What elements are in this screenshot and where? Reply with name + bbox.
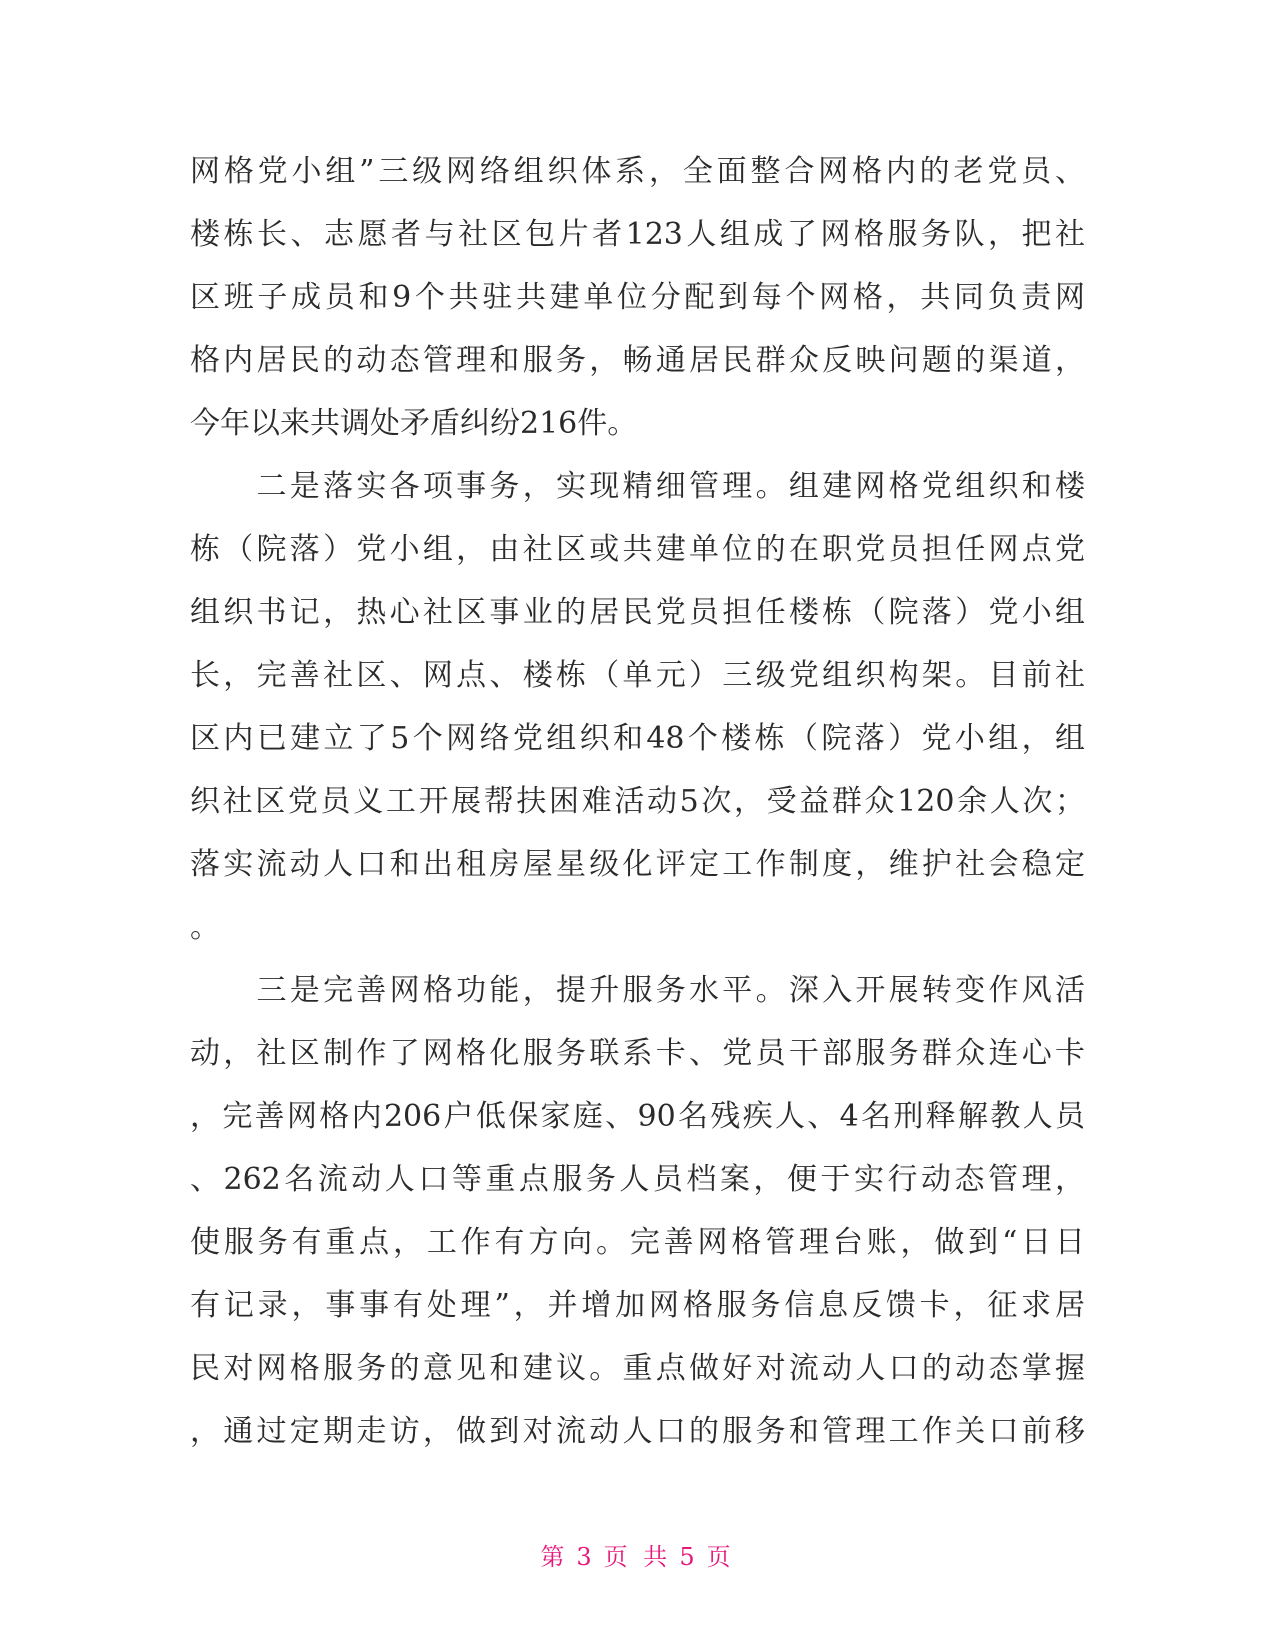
text-line: 、262名流动人口等重点服务人员档案，便于实行动态管理，: [190, 1162, 1085, 1197]
text-line: 组织书记，热心社区事业的居民党员担任楼栋（院落）党小组: [190, 595, 1085, 630]
text-line: 三是完善网格功能，提升服务水平。深入开展转变作风活: [190, 973, 1085, 1008]
text-line: 区班子成员和9个共驻共建单位分配到每个网格，共同负责网: [190, 280, 1085, 315]
text-line: 民对网格服务的意见和建议。重点做好对流动人口的动态掌握: [190, 1351, 1085, 1386]
text-line: ，完善网格内206户低保家庭、90名残疾人、4名刑释解教人员: [190, 1099, 1085, 1134]
text-line: 织社区党员义工开展帮扶困难活动5次，受益群众120余人次；: [190, 784, 1085, 819]
text-line: 今年以来共调处矛盾纠纷216件。: [190, 406, 638, 441]
page-footer: [0, 1537, 1275, 1572]
paragraph-1: [190, 140, 1085, 455]
text-line: 格内居民的动态管理和服务，畅通居民群众反映问题的渠道，: [190, 343, 1085, 378]
current-page-number: 3: [576, 1543, 596, 1571]
paragraph-2: [190, 455, 1085, 959]
text-line: 动，社区制作了网格化服务联系卡、党员干部服务群众连心卡: [190, 1036, 1085, 1071]
text-line: 落实流动人口和出租房屋星级化评定工作制度，维护社会稳定: [190, 847, 1085, 882]
paragraph-3: [190, 959, 1085, 1463]
page-label-prefix: 第: [540, 1543, 569, 1571]
page-label-suffix: 页: [706, 1543, 735, 1571]
text-line: 区内已建立了5个网络党组织和48个楼栋（院落）党小组，组: [190, 721, 1085, 756]
page-label-mid: 页 共: [603, 1543, 672, 1571]
total-pages-number: 5: [679, 1543, 699, 1571]
text-line: 网格党小组”三级网络组织体系，全面整合网格内的老党员、: [190, 154, 1085, 189]
text-line: 栋（院落）党小组，由社区或共建单位的在职党员担任网点党: [190, 532, 1085, 567]
text-line: 。: [190, 910, 220, 945]
text-line: 长，完善社区、网点、楼栋（单元）三级党组织构架。目前社: [190, 658, 1085, 693]
text-line: 二是落实各项事务，实现精细管理。组建网格党组织和楼: [190, 469, 1085, 504]
text-line: 楼栋长、志愿者与社区包片者123人组成了网格服务队，把社: [190, 217, 1085, 252]
body-text: [190, 140, 1085, 1463]
text-line: 使服务有重点，工作有方向。完善网格管理台账，做到“日日: [190, 1225, 1085, 1260]
text-line: 有记录，事事有处理”，并增加网格服务信息反馈卡，征求居: [190, 1288, 1085, 1323]
text-line: ，通过定期走访，做到对流动人口的服务和管理工作关口前移: [190, 1414, 1085, 1449]
